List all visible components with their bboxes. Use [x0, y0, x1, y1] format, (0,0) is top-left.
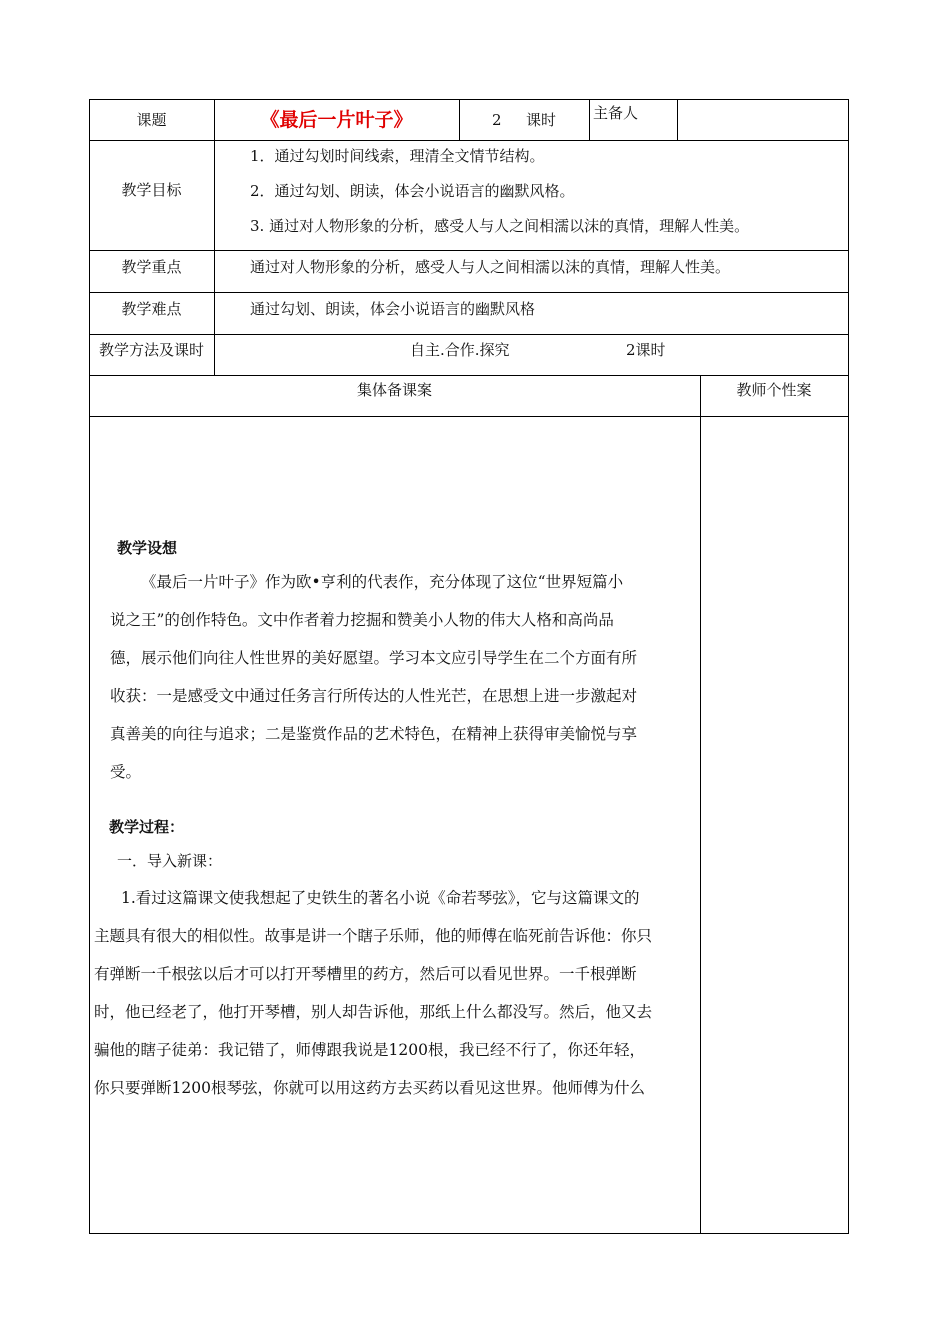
- row-divider: [89, 375, 849, 376]
- key-point-text: 通过对人物形象的分析，感受人与人之间相濡以沫的真情，理解人性美。: [250, 258, 731, 276]
- design-paragraph: [110, 563, 700, 791]
- row-divider: [89, 292, 849, 293]
- method-label: 教学方法及课时: [98, 341, 204, 359]
- table-border-bottom: [89, 1233, 849, 1234]
- goal-item: 2．通过勾划、朗读，体会小说语言的幽默风格。: [250, 182, 575, 200]
- paragraph-line: 收获：一是感受文中通过任务言行所传达的人性光芒，在思想上进一步激起对: [110, 687, 638, 705]
- difficulty-text: 通过勾划、朗读，体会小说语言的幽默风格: [250, 300, 536, 318]
- period-label: 课时: [526, 111, 557, 129]
- paragraph-line: 骗他的瞎子徒弟：我记错了，师傅跟我说是1200根，我已经不行了，你还年轻，: [94, 1041, 645, 1059]
- header-divider: [459, 99, 460, 141]
- goals-label: 教学目标: [121, 181, 182, 199]
- row-divider: [89, 416, 849, 417]
- section-one-heading: 一．导入新课：: [117, 852, 223, 870]
- header-divider: [677, 99, 678, 141]
- process-heading: 教学过程：: [109, 818, 185, 836]
- lesson-title: 《最后一片叶子》: [260, 109, 413, 131]
- key-point-label: 教学重点: [121, 258, 182, 276]
- paragraph-line: 说之王”的创作特色。文中作者着力挖掘和赞美小人物的伟大人格和高尚品: [110, 611, 614, 629]
- row-divider: [89, 140, 849, 141]
- table-border-right: [848, 99, 849, 1234]
- topic-label: 课题: [136, 111, 167, 129]
- paragraph-line: 你只要弹断1200根琴弦，你就可以用这药方去买药以看见这世界。他师傅为什么: [94, 1079, 645, 1097]
- row-divider: [89, 334, 849, 335]
- table-border-top: [89, 99, 849, 100]
- paragraph-line: 有弹断一千根弦以后才可以打开琴槽里的药方，然后可以看见世界。一千根弹断: [94, 965, 637, 983]
- paragraph-line: 受。: [110, 763, 142, 781]
- method-text: 自主.合作.探究: [410, 341, 510, 359]
- paragraph-line: 1.看过这篇课文使我想起了史铁生的著名小说《命若琴弦》，它与这篇课文的: [121, 889, 640, 907]
- paragraph-line: 真善美的向往与追求；二是鉴赏作品的艺术特色，在精神上获得审美愉悦与享: [110, 725, 638, 743]
- header-divider: [589, 99, 590, 141]
- collective-heading: 集体备课案: [356, 381, 432, 399]
- design-heading: 教学设想: [117, 539, 178, 557]
- goal-item: 3. 通过对人物形象的分析，感受人与人之间相濡以沫的真情，理解人性美。: [250, 217, 750, 235]
- paragraph-line: 时，他已经老了，他打开琴槽，别人却告诉他，那纸上什么都没写。然后，他又去: [94, 1003, 653, 1021]
- intro-paragraph: [94, 879, 700, 1107]
- difficulty-label: 教学难点: [121, 300, 182, 318]
- personal-heading: 教师个性案: [736, 381, 812, 399]
- personal-column-divider: [700, 375, 701, 1234]
- preparer-label: 主备人: [593, 104, 639, 122]
- label-column-divider: [214, 99, 215, 376]
- paragraph-line: 德，展示他们向往人性世界的美好愿望。学习本文应引导学生在二个方面有所: [110, 649, 638, 667]
- period-count: 2: [492, 111, 502, 129]
- row-divider: [89, 250, 849, 251]
- paragraph-line: 主题具有很大的相似性。故事是讲一个瞎子乐师，他的师傅在临死前告诉他：你只: [94, 927, 653, 945]
- paragraph-line: 《最后一片叶子》作为欧•亨利的代表作，充分体现了这位“世界短篇小: [141, 573, 624, 591]
- goal-item: 1．通过勾划时间线索，理清全文情节结构。: [250, 147, 545, 165]
- method-hours: 2课时: [626, 341, 666, 359]
